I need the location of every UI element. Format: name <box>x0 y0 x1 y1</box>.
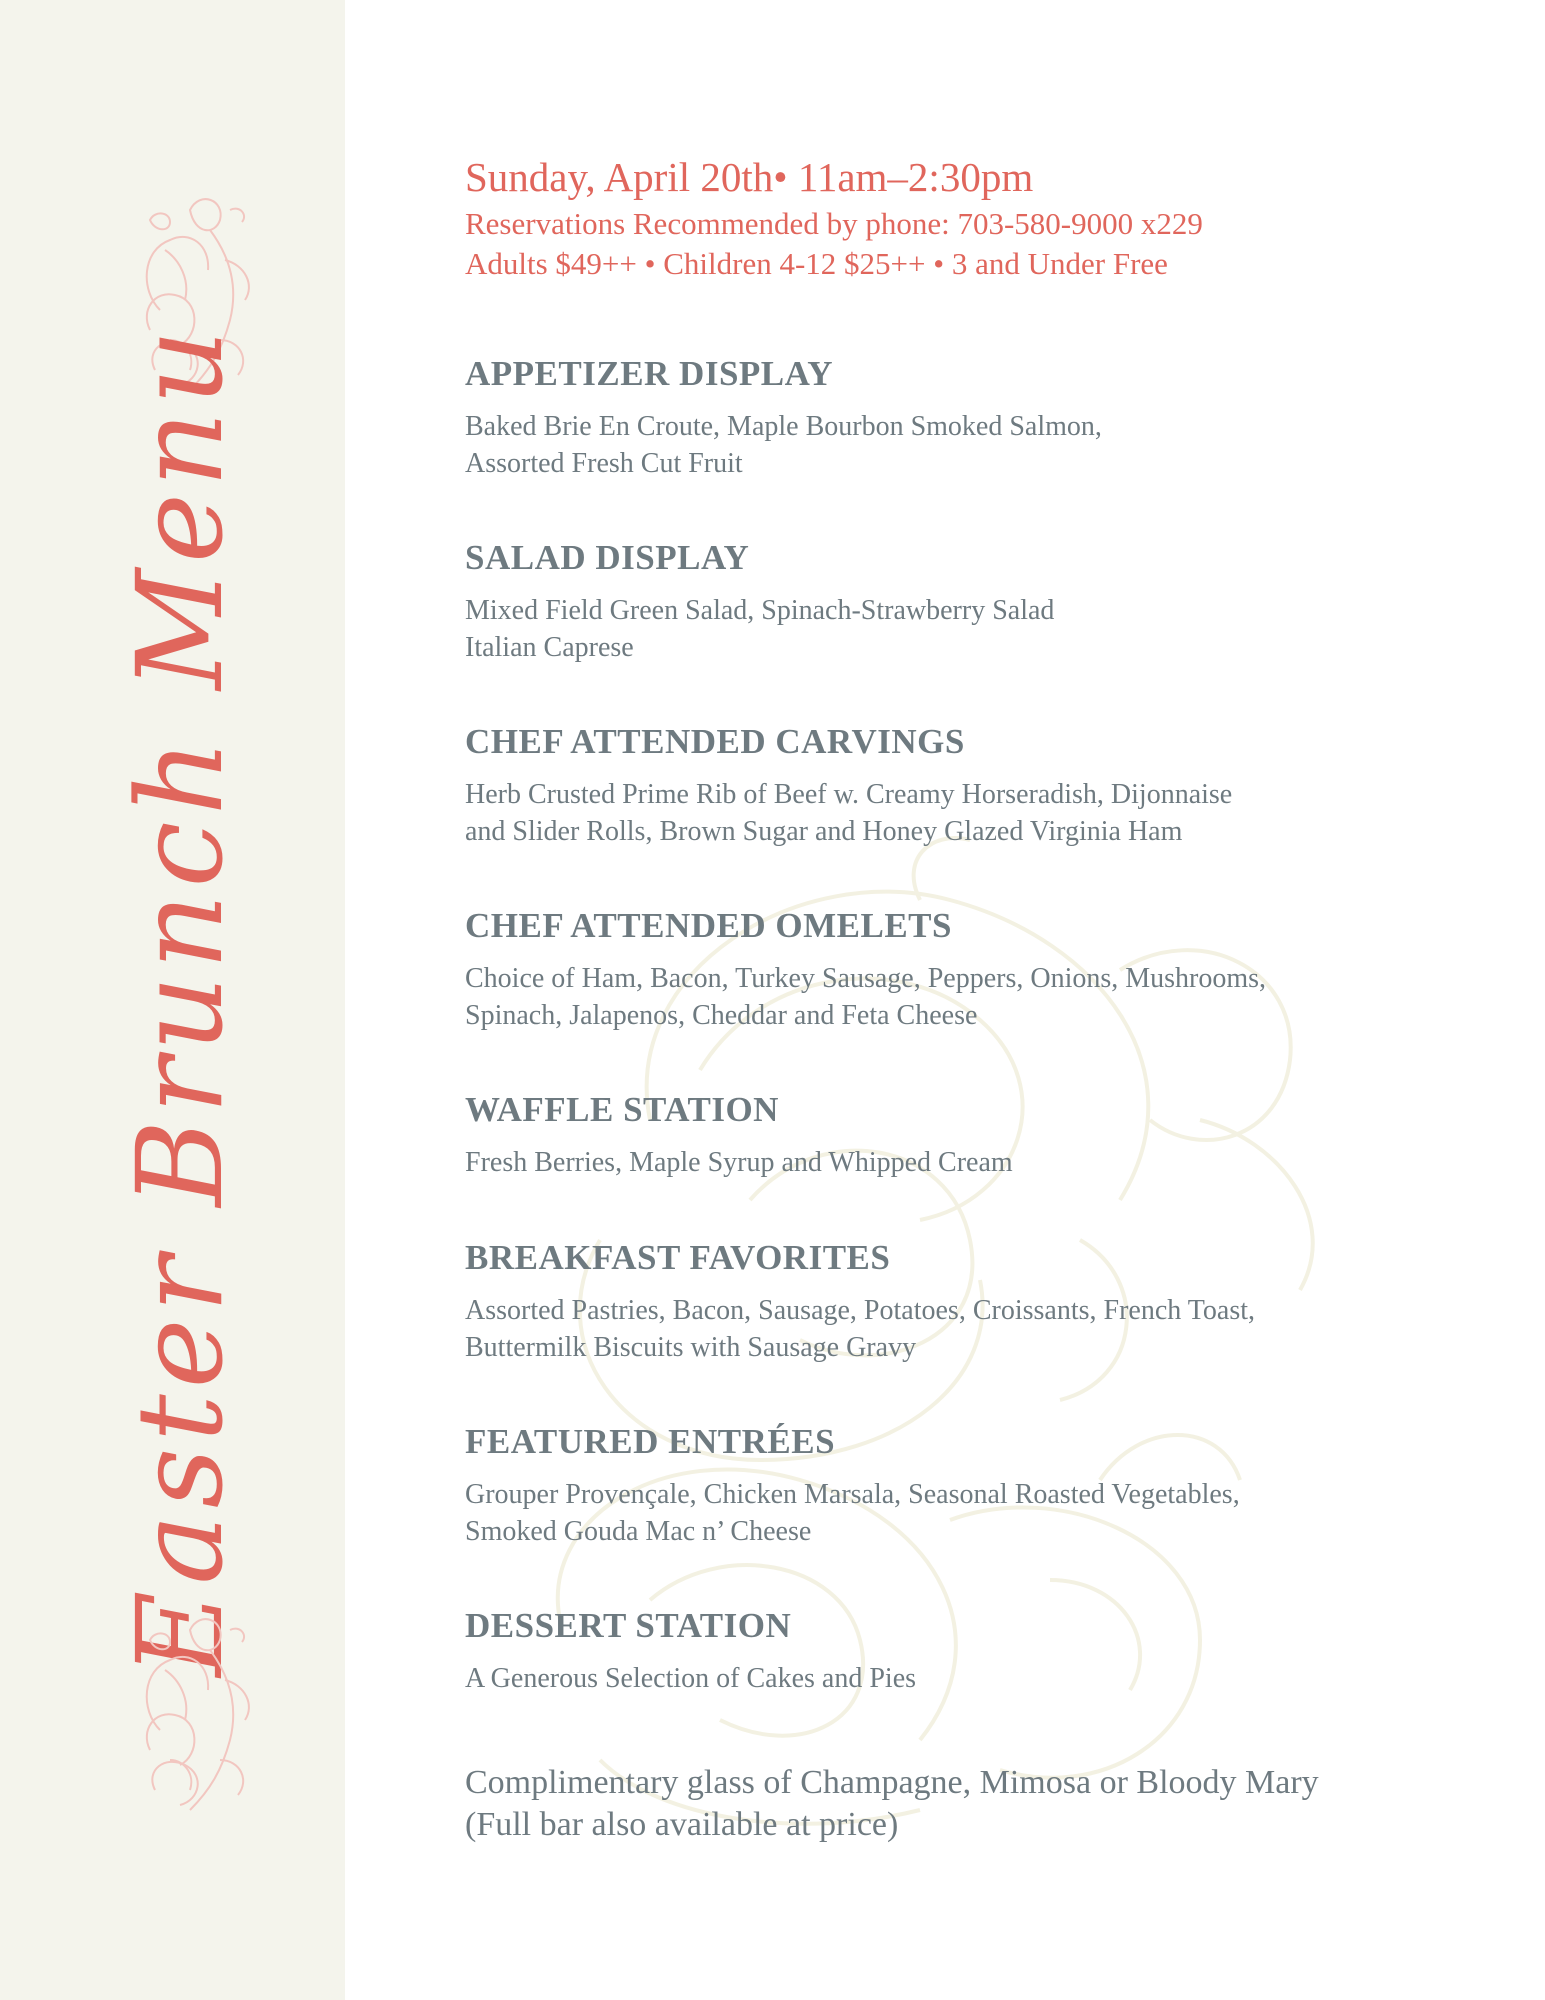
menu-section-breakfast <box>465 1238 1485 1422</box>
section-line: Mixed Field Green Salad, Spinach-Strawberry Salad <box>465 595 1055 626</box>
event-info <box>465 150 1485 284</box>
event-date: Sunday, April 20th• 11am–2:30pm <box>465 154 1034 200</box>
section-items <box>465 776 1485 850</box>
section-line: A Generous Selection of Cakes and Pies <box>465 1663 917 1694</box>
section-items <box>465 1476 1485 1550</box>
section-title: BREAKFAST FAVORITES <box>465 1238 891 1277</box>
menu-section-entrees <box>465 1422 1485 1606</box>
sidebar <box>0 0 345 2000</box>
section-title: CHEF ATTENDED OMELETS <box>465 906 952 945</box>
section-line: Baked Brie En Croute, Maple Bourbon Smoked Salmon, <box>465 411 1102 442</box>
menu-section-dessert <box>465 1606 1485 1754</box>
section-line: Choice of Ham, Bacon, Turkey Sausage, Peppers, Onions, Mushrooms, <box>465 963 1267 994</box>
section-line: and Slider Rolls, Brown Sugar and Honey Glazed Virginia Ham <box>465 816 1183 847</box>
section-title: CHEF ATTENDED CARVINGS <box>465 722 965 761</box>
price-info: Adults $49++ • Children 4-12 $25++ • 3 and Under Free <box>465 246 1168 281</box>
section-line: Buttermilk Biscuits with Sausage Gravy <box>465 1332 917 1363</box>
section-items <box>465 408 1485 482</box>
reservation-info: Reservations Recommended by phone: 703-580-9000 x229 <box>465 206 1203 241</box>
section-line: Fresh Berries, Maple Syrup and Whipped Cream <box>465 1147 1013 1178</box>
section-line: Assorted Pastries, Bacon, Sausage, Potatoes, Croissants, French Toast, <box>465 1295 1255 1326</box>
section-title: APPETIZER DISPLAY <box>465 354 833 393</box>
section-line: Grouper Provençale, Chicken Marsala, Seasonal Roasted Vegetables, <box>465 1479 1240 1510</box>
section-title: DESSERT STATION <box>465 1606 792 1645</box>
vertical-title-container <box>100 323 260 1677</box>
menu-content <box>465 150 1485 1846</box>
section-title: WAFFLE STATION <box>465 1090 779 1129</box>
section-items <box>465 1144 1485 1181</box>
section-items <box>465 1292 1485 1366</box>
section-line: Assorted Fresh Cut Fruit <box>465 448 743 479</box>
menu-section-appetizer <box>465 354 1485 538</box>
section-items <box>465 592 1485 666</box>
menu-section-salad <box>465 538 1485 722</box>
section-title: SALAD DISPLAY <box>465 538 750 577</box>
menu-section-carvings <box>465 722 1485 906</box>
menu-section-waffle <box>465 1090 1485 1238</box>
menu-sections <box>465 354 1485 1754</box>
beverage-line: Complimentary glass of Champagne, Mimosa or Bloody Mary <box>465 1764 1319 1801</box>
section-line: Italian Caprese <box>465 632 634 663</box>
section-items <box>465 1660 1485 1697</box>
menu-title: Easter Brunch Menu <box>111 323 249 1677</box>
section-line: Spinach, Jalapenos, Cheddar and Feta Cheese <box>465 1000 978 1031</box>
section-items <box>465 960 1485 1034</box>
section-line: Smoked Gouda Mac n’ Cheese <box>465 1516 812 1547</box>
section-line: Herb Crusted Prime Rib of Beef w. Creamy Horseradish, Dijonnaise <box>465 779 1233 810</box>
beverage-note <box>465 1762 1485 1846</box>
section-title: FEATURED ENTRÉES <box>465 1422 836 1461</box>
menu-section-omelets <box>465 906 1485 1090</box>
bar-note: (Full bar also available at price) <box>465 1806 899 1843</box>
flower-wreath-icon <box>130 1610 260 1820</box>
